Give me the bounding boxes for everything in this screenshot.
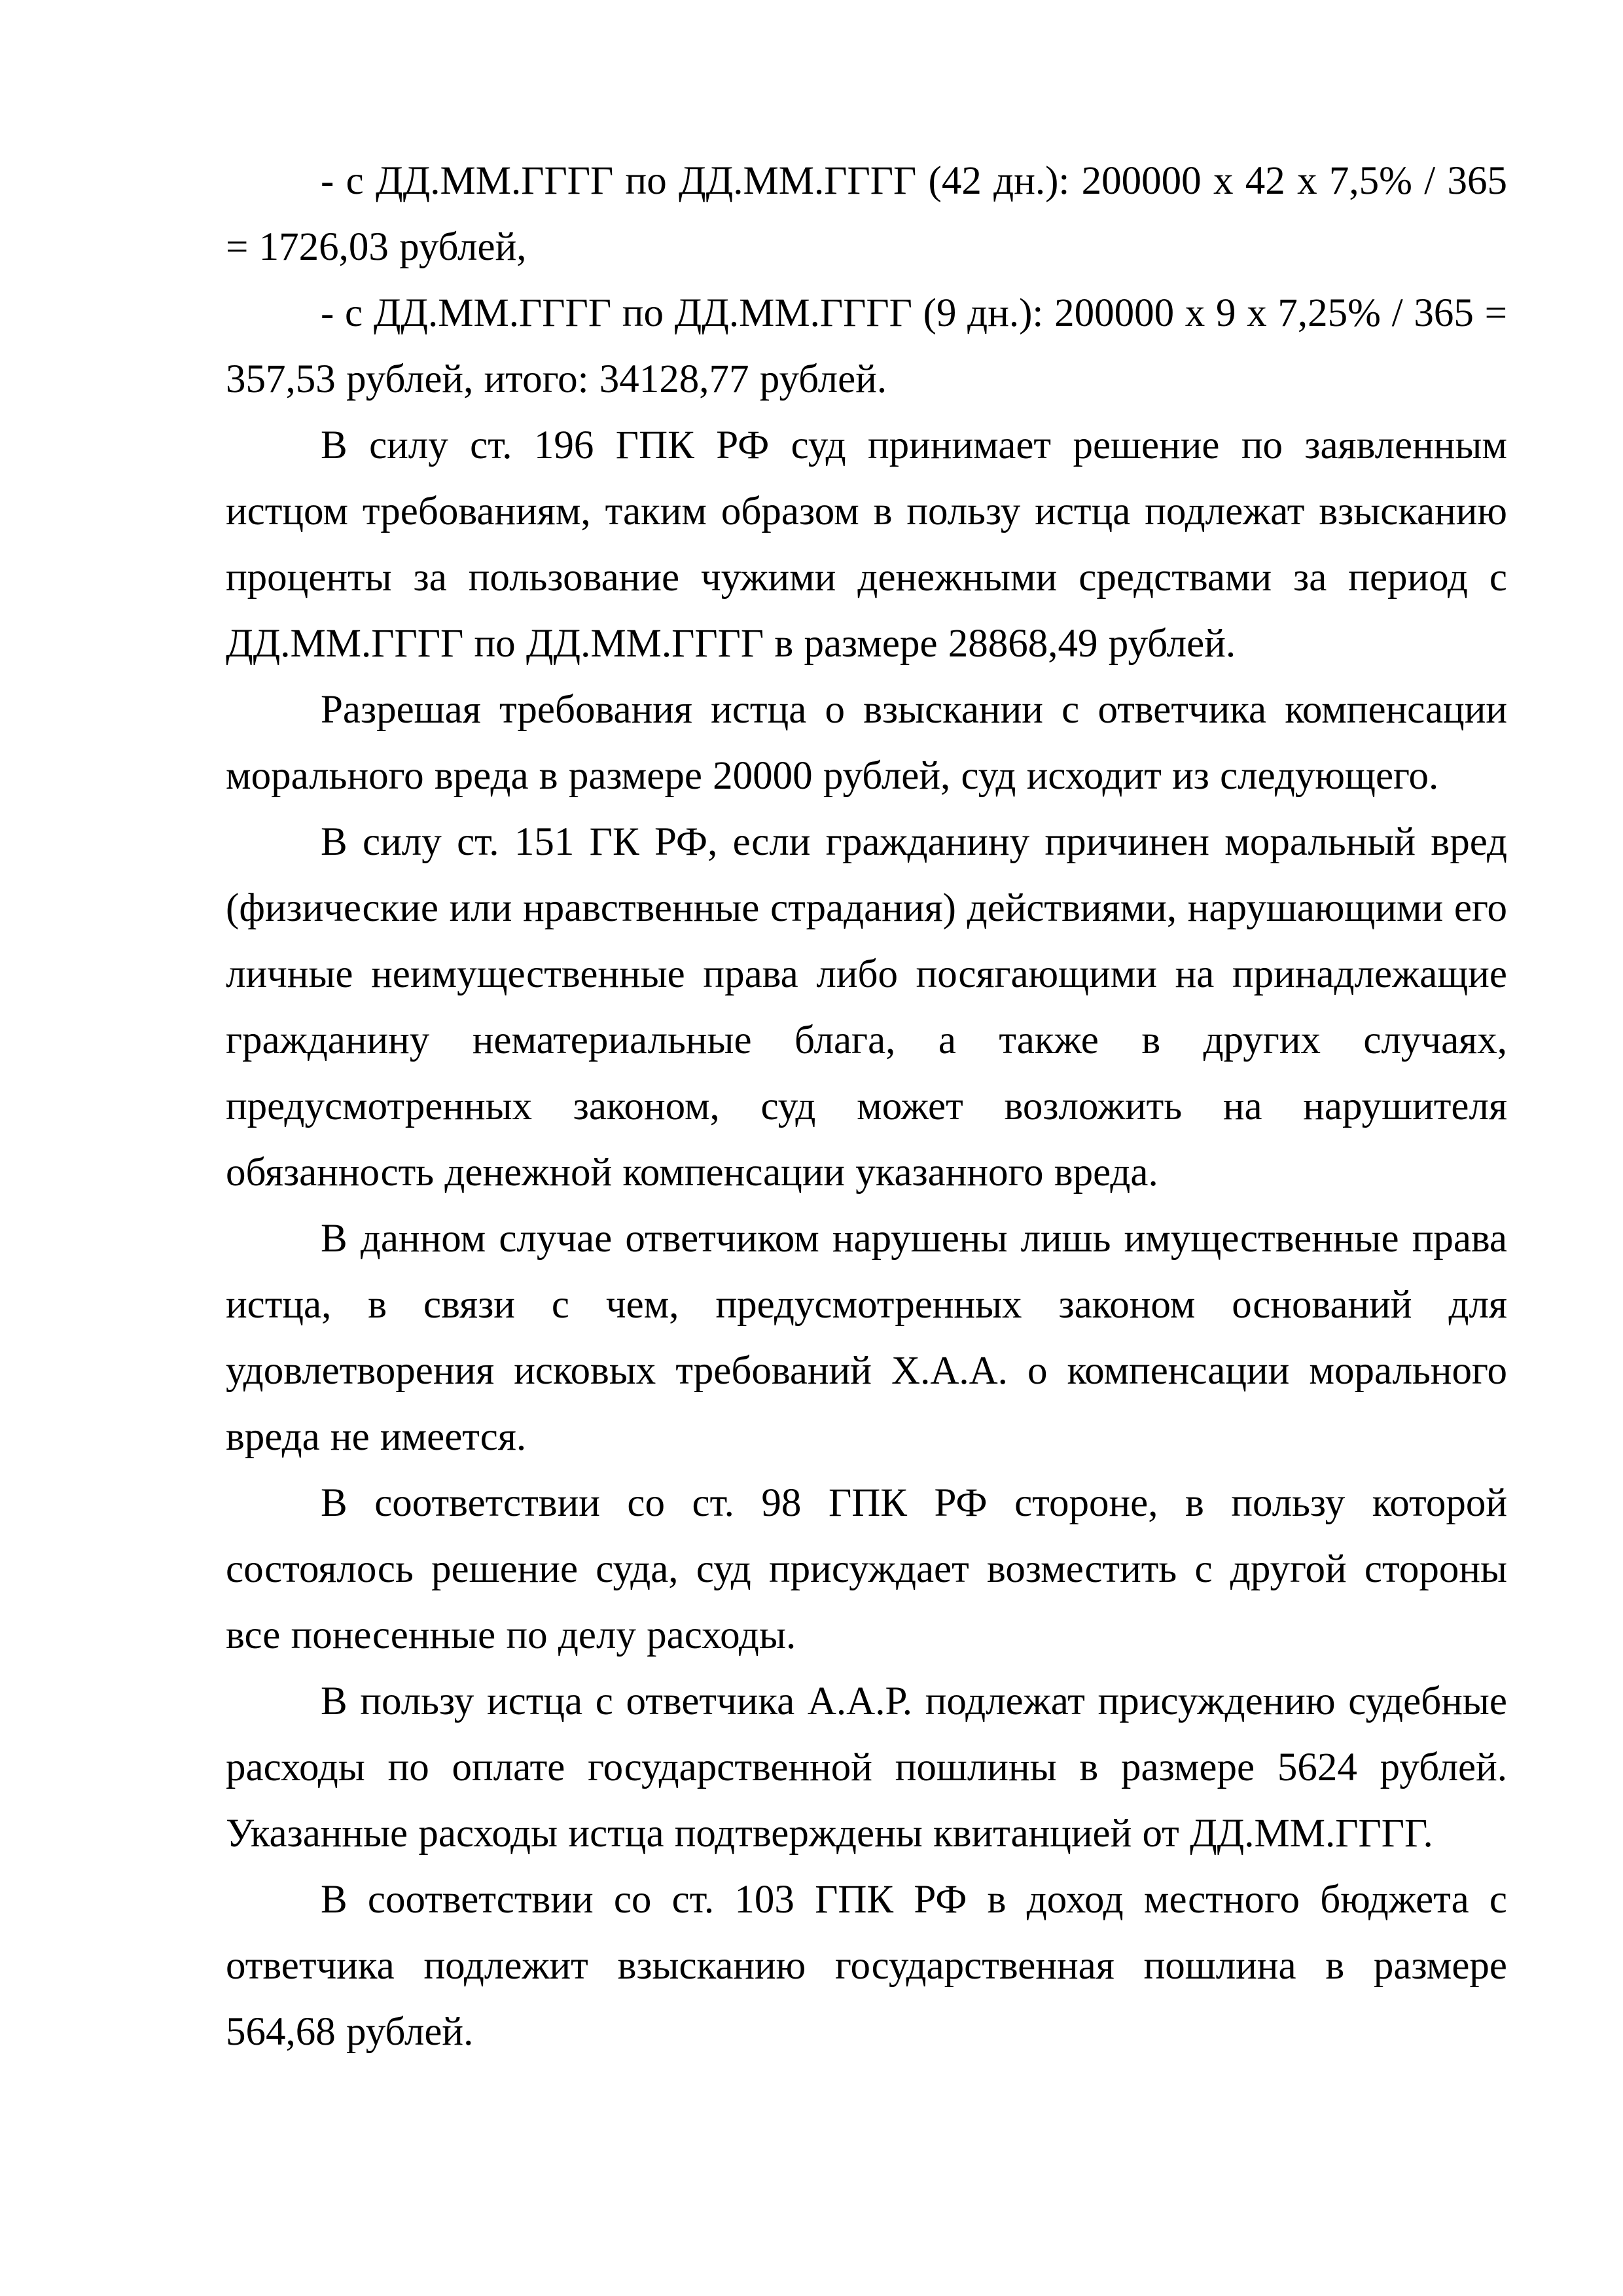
paragraph-interest-calc-42-days: - с ДД.ММ.ГГГГ по ДД.ММ.ГГГГ (42 дн.): 200000 х 42 х 7,5% / 365 = 1726,03 рублей, [226,159,1507,269]
document-text-block [226,148,1507,2065]
paragraph-article-151-gk: В силу ст. 151 ГК РФ, если гражданину причинен моральный вред (физические или нравственные страдания) действиями, нарушающими его личные неимущественные права либо посягающими на принадлежащие гражданину нематериальные блага, а также в других случаях, предусмотренных законом, суд может возложить на нарушителя обязанность денежной компенсации указанного вреда. [226,820,1507,1194]
paragraph-moral-damage-denied: В данном случае ответчиком нарушены лишь имущественные права истца, в связи с чем, предусмотренных законом оснований для удовлетворения исковых требований Х.А.А. о компенсации морального вреда не имеется. [226,1217,1507,1459]
paragraph-moral-damage-claim: Разрешая требования истца о взыскании с ответчика компенсации морального вреда в размере 20000 рублей, суд исходит из следующего. [226,688,1507,798]
paragraph-article-103-gpk: В соответствии со ст. 103 ГПК РФ в доход местного бюджета с ответчика подлежит взысканию государственная пошлина в размере 564,68 рублей. [226,1878,1507,2054]
paragraph-article-98-gpk: В соответствии со ст. 98 ГПК РФ стороне, в пользу которой состоялось решение суда, суд присуждает возместить с другой стороны все понесенные по делу расходы. [226,1481,1507,1657]
paragraph-interest-calc-9-days: - с ДД.ММ.ГГГГ по ДД.ММ.ГГГГ (9 дн.): 200000 х 9 х 7,25% / 365 = 357,53 рублей, итого: 34128,77 рублей. [226,291,1507,401]
paragraph-court-fee-award: В пользу истца с ответчика А.А.Р. подлежат присуждению судебные расходы по оплате государственной пошлины в размере 5624 рублей. Указанные расходы истца подтверждены квитанцией от ДД.ММ.ГГГГ. [226,1679,1507,1856]
paragraph-article-196-gpk: В силу ст. 196 ГПК РФ суд принимает решение по заявленным истцом требованиям, таким образом в пользу истца подлежат взысканию проценты за пользование чужими денежными средствами за период с ДД.ММ.ГГГГ по ДД.ММ.ГГГГ в размере 28868,49 рублей. [226,423,1507,666]
